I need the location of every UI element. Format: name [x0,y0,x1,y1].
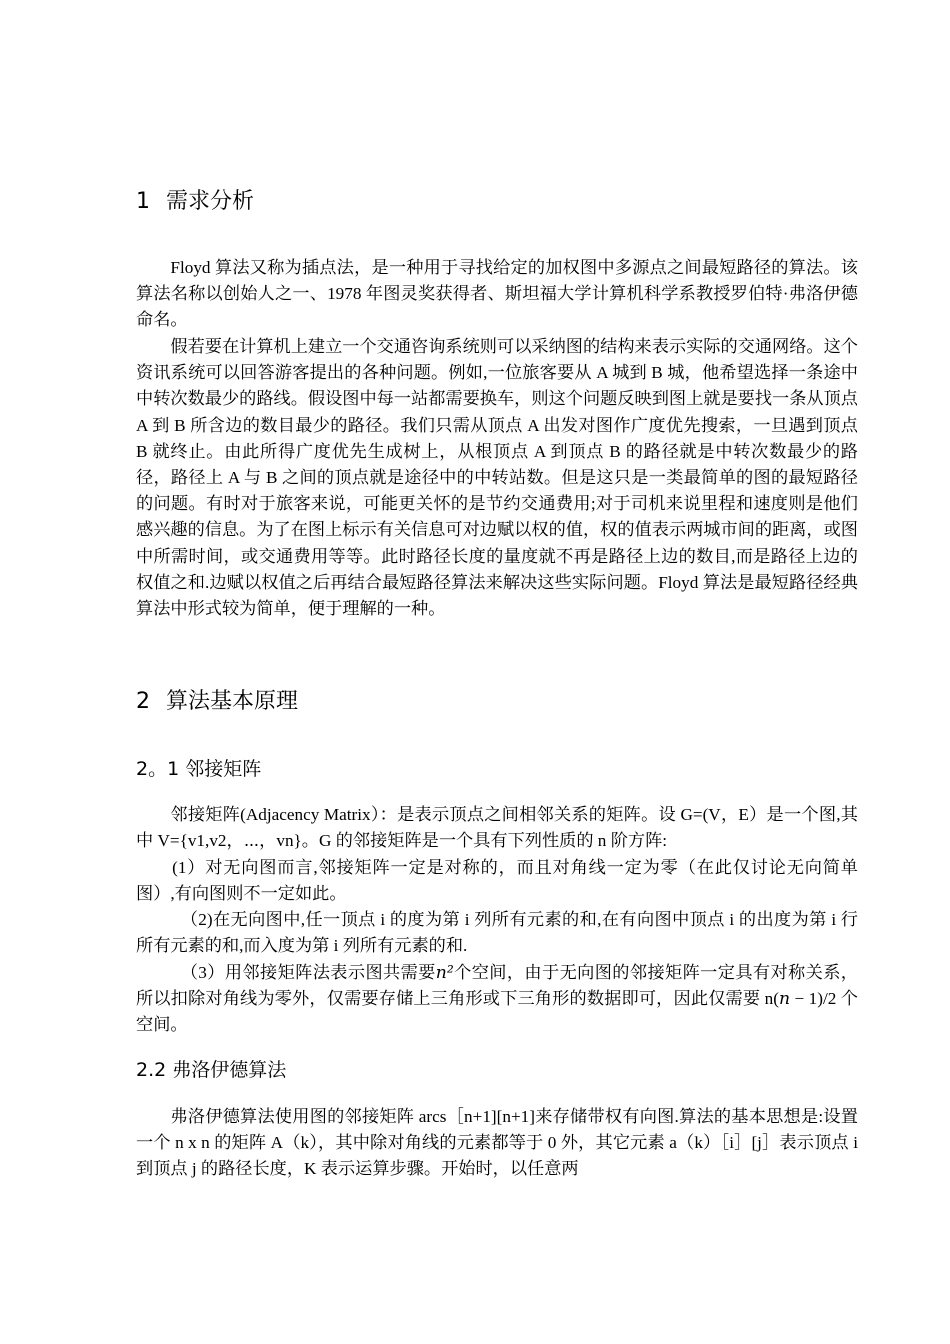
subsection-heading-floyd: 2.2 弗洛伊德算法 [136,1059,287,1081]
math-n: n [779,989,791,1010]
property-3-text-after: 个空间，由于无向图的邻接矩阵一定具有对称关系，所以扣除对角线为零外，仅需要存储上三角形或下三角形的数据即可，因此仅需要 n( [136,963,858,1009]
section-heading-1 [136,188,254,216]
section-title: 算法基本原理 [166,689,299,714]
paragraph-adjacency-definition: 邻接矩阵(Adjacency Matrix）：是表示顶点之间相邻关系的矩阵。设 G=(V，E）是一个图,其中 V={v1,v2，⋯，vn}。G 的邻接矩阵是一个具有下列性质的 n 阶方阵: [136,805,858,851]
property-3-text-end: − 1)/2 个空间。 [136,989,858,1035]
property-3-text-before: （3）用邻接矩阵法表示图共需要 [180,963,436,982]
math-n-squared: n² [435,963,454,983]
subsection-heading-adjacency: 2。1 邻接矩阵 [136,758,262,780]
paragraph-traffic-system: 假若要在计算机上建立一个交通咨询系统则可以采纳图的结构来表示实际的交通网络。这个资讯系统可以回答游客提出的各种问题。例如,一位旅客要从 A 城到 B 城，他希望选择一条途中中转次数最少的路线。假设图中每一站都需要换车，则这个问题反映到图上就是要找一条从顶点 A 到 B 所含边的数目最少的路径。我们只需从顶点 A 出发对图作广度优先搜索，一旦遇到顶点 B 就终止。由此所得广度优先生成树上，从根顶点 A 到顶点 B 的路径就是中转次数最少的路径，路径上 A 与 B 之间的顶点就是途径中的中转站数。但是这只是一类最简单的图的最短路径的问题。有时对于旅客来说，可能更关怀的是节约交通费用;对于司机来说里程和速度则是他们感兴趣的信息。为了在图上标示有关信息可对边赋以权的值，权的值表示两城市间的距离，或图中所需时间，或交通费用等等。此时路径长度的量度就不再是路径上边的数目,而是路径上边的权值之和.边赋以权值之后再结合最短路径算法来解决这些实际问题。Floyd 算法是最短路径经典算法中形式较为简单，便于理解的一种。 [136,337,858,619]
paragraph-property-3 [136,960,858,1039]
paragraph-property-2: （2)在无向图中,任一顶点 i 的度为第 i 列所有元素的和,在有向图中顶点 i 的出度为第 i 行所有元素的和,而入度为第 i 列所有元素的和. [136,910,858,956]
paragraph-property-1: (1）对无向图而言,邻接矩阵一定是对称的，而且对角线一定为零（在此仅讨论无向简单图）,有向图则不一定如此。 [136,858,858,904]
paragraph-floyd-intro: Floyd 算法又称为插点法，是一种用于寻找给定的加权图中多源点之间最短路径的算法。该算法名称以创始人之一、1978 年图灵奖获得者、斯坦福大学计算机科学系教授罗伯特·弗洛伊德命名。 [136,258,858,330]
section-number: 1 [136,189,150,214]
section-heading-2 [136,688,298,716]
section-number: 2 [136,689,150,714]
section-title: 需求分析 [166,189,255,214]
paragraph-floyd-algorithm: 弗洛伊德算法使用图的邻接矩阵 arcs［n+1][n+1]来存储带权有向图.算法的基本思想是:设置一个 n x n 的矩阵 A（k），其中除对角线的元素都等于 0 外，其它元素 a（k）［i］[j］表示顶点 i 到顶点 j 的路径长度，K 表示运算步骤。开始时，以任意两 [136,1107,858,1179]
